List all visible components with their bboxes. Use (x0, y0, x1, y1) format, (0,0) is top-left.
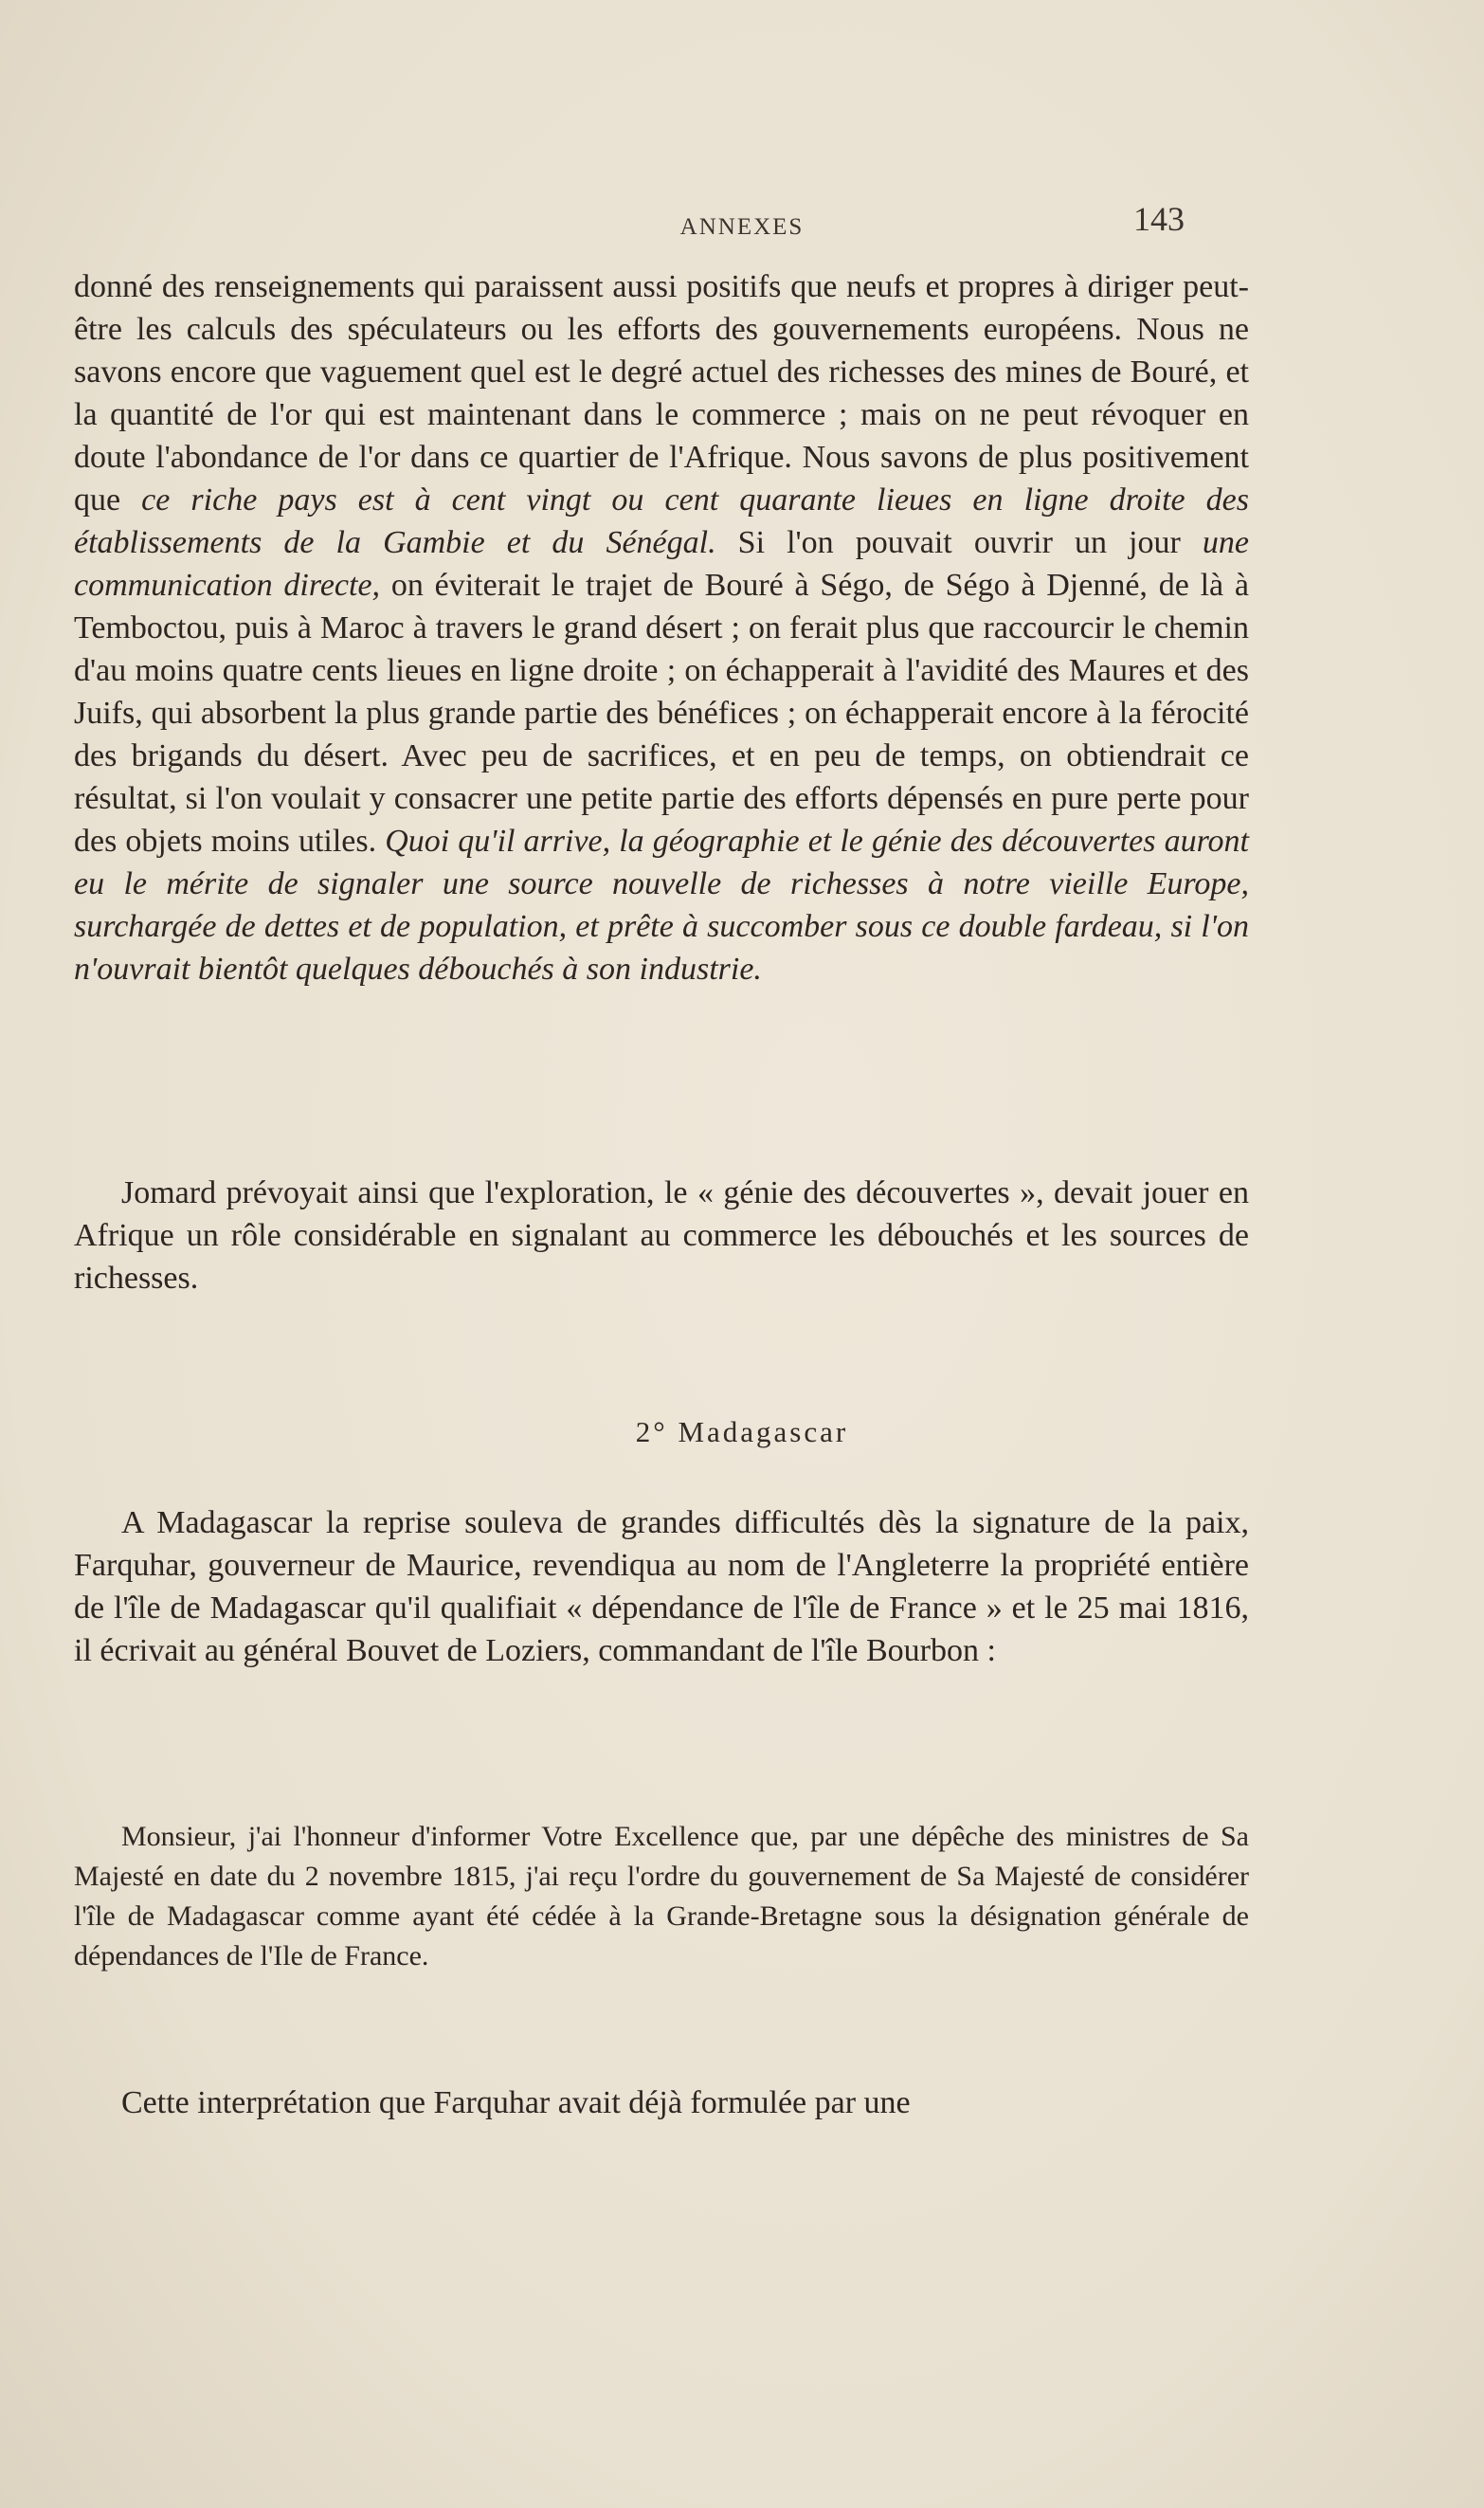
jomard-commentary (74, 1172, 1249, 1299)
letter-quote-block (74, 1817, 1249, 1976)
madagascar-section-text (74, 1501, 1249, 1672)
continuation-text (74, 2081, 1249, 2124)
letter-quote-paragraph: Monsieur, j'ai l'honneur d'informer Votre Excellence que, par une dépêche des ministres de Sa Majesté en date du 2 novembre 1815, j'ai reçu l'ordre du gouvernement de Sa Majesté de considérer l'île de Madagascar comme ayant été cédée à la Grande-Bretagne sous la désignation générale de dépendances de l'Ile de France. (74, 1821, 1249, 1972)
page-number: 143 (1133, 200, 1185, 238)
quote-text-d-italic: une communication directe, (74, 525, 1249, 603)
last-paragraph: Cette interprétation que Farquhar avait déjà formulée par une (121, 2085, 911, 2120)
quote-jomard-text (74, 265, 1249, 990)
quote-text-c: Si l'on pouvait ouvrir un jour (715, 525, 1203, 560)
quote-text-e: on éviterait le trajet de Bouré à Ségo, de Ségo à Djenné, de là à Temboctou, puis à Maroc à travers le grand désert ; on ferait plus que raccourcir le chemin d'au moins quatre cents lieues en ligne droite ; on échapperait à l'avidité des Maures et des Juifs, qui absorbent la plus grande partie des bénéfices ; on échapperait encore à la férocité des brigands du désert. Avec peu de sacrifices, et en peu de temps, on obtiendrait ce résultat, si l'on voulait y consacrer une petite partie des efforts dépensés en pure perte pour des objets moins utiles. (74, 568, 1249, 859)
quote-text-f-italic: Quoi qu'il arrive, la géographie et le génie des découvertes auront eu le mérite de signaler une source nouvelle de richesses à notre vieille Europe, surchargée de dettes et de population, et prête à succomber sous ce double fardeau, si l'on n'ouvrait bientôt quelques débouchés à son industrie. (74, 824, 1249, 987)
running-header: ANNEXES (679, 214, 805, 240)
jomard-paragraph: Jomard prévoyait ainsi que l'exploration, le « génie des découvertes », devait jouer en Afrique un rôle considérable en signalant au commerce les débouchés et les sources de richesses. (74, 1175, 1249, 1296)
section-title: 2° Madagascar (635, 1415, 849, 1448)
quote-text-b-italic: ce riche pays est à cent vingt ou cent quarante lieues en ligne droite des établissements de la Gambie et du Sénégal. (74, 482, 1250, 560)
quote-paragraph (74, 265, 1249, 990)
madagascar-paragraph: A Madagascar la reprise souleva de grandes difficultés dès la signature de la paix, Farquhar, gouverneur de Maurice, revendiqua au nom de l'Angleterre la propriété entière de l'île de Madagascar qu'il qualifiait « dépendance de l'île de France » et le 25 mai 1816, il écrivait au général Bouvet de Loziers, commandant de l'île Bourbon : (74, 1505, 1249, 1668)
quote-text-a: donné des renseignements qui paraissent aussi positifs que neufs et propres à diriger peut-être les calculs des spéculateurs ou les efforts des gouvernements européens. Nous ne savons encore que vaguement quel est le degré actuel des richesses des mines de Bouré, et la quantité de l'or qui est maintenant dans le commerce ; mais on ne peut révoquer en doute l'abondance de l'or dans ce quartier de l'Afrique. Nous savons de plus positivement que (74, 269, 1249, 518)
